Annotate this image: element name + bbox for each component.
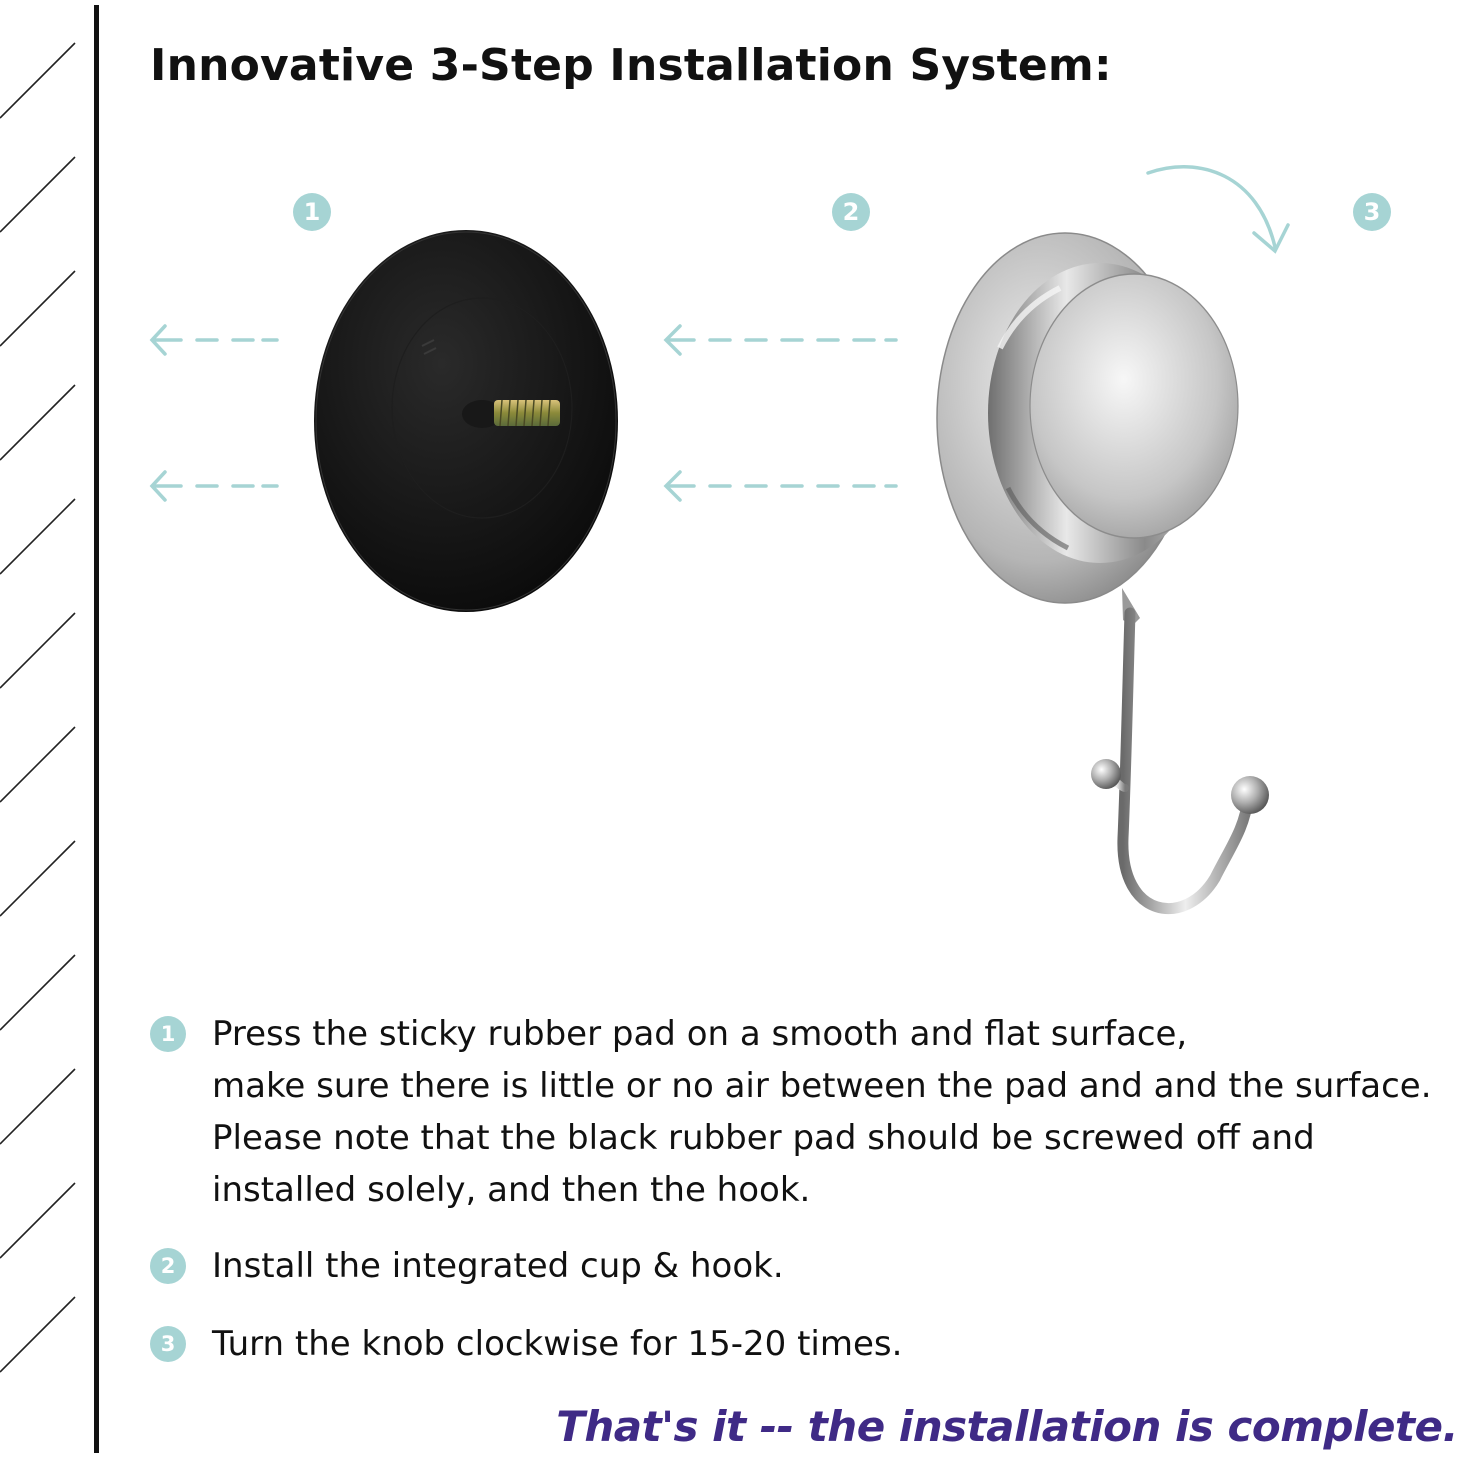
list-item [150, 1240, 1460, 1292]
vertical-divider [94, 5, 99, 1453]
page-title: Innovative 3-Step Installation System: [150, 40, 1112, 91]
step-text: Press the sticky rubber pad on a smooth and flat surface, [212, 1014, 1188, 1054]
left-arrow-icon [658, 466, 903, 506]
step-text: make sure there is little or no air between the pad and and the surface. [212, 1066, 1432, 1106]
chrome-hook-image [930, 228, 1300, 953]
diagonal-stripes [0, 0, 100, 1468]
step-badge-1: 1 [293, 193, 331, 231]
left-arrow-icon [145, 466, 285, 506]
step-number-badge: 1 [150, 1016, 186, 1052]
step-text: Install the integrated cup & hook. [212, 1246, 784, 1286]
rubber-pad-image [314, 228, 626, 618]
step-text: installed solely, and then the hook. [212, 1170, 811, 1210]
step-badge-2: 2 [832, 193, 870, 231]
instructions-list [150, 1008, 1460, 1370]
step-number-badge: 2 [150, 1248, 186, 1284]
closing-message: That's it -- the installation is complete. [556, 1402, 1458, 1451]
step-text: Please note that the black rubber pad should be screwed off and [212, 1118, 1315, 1158]
list-item [150, 1318, 1460, 1370]
left-arrow-icon [145, 320, 285, 360]
step-number-badge: 3 [150, 1326, 186, 1362]
list-item [150, 1008, 1460, 1216]
step-badge-3: 3 [1353, 193, 1391, 231]
step-text: Turn the knob clockwise for 15-20 times. [212, 1324, 903, 1364]
left-arrow-icon [658, 320, 903, 360]
